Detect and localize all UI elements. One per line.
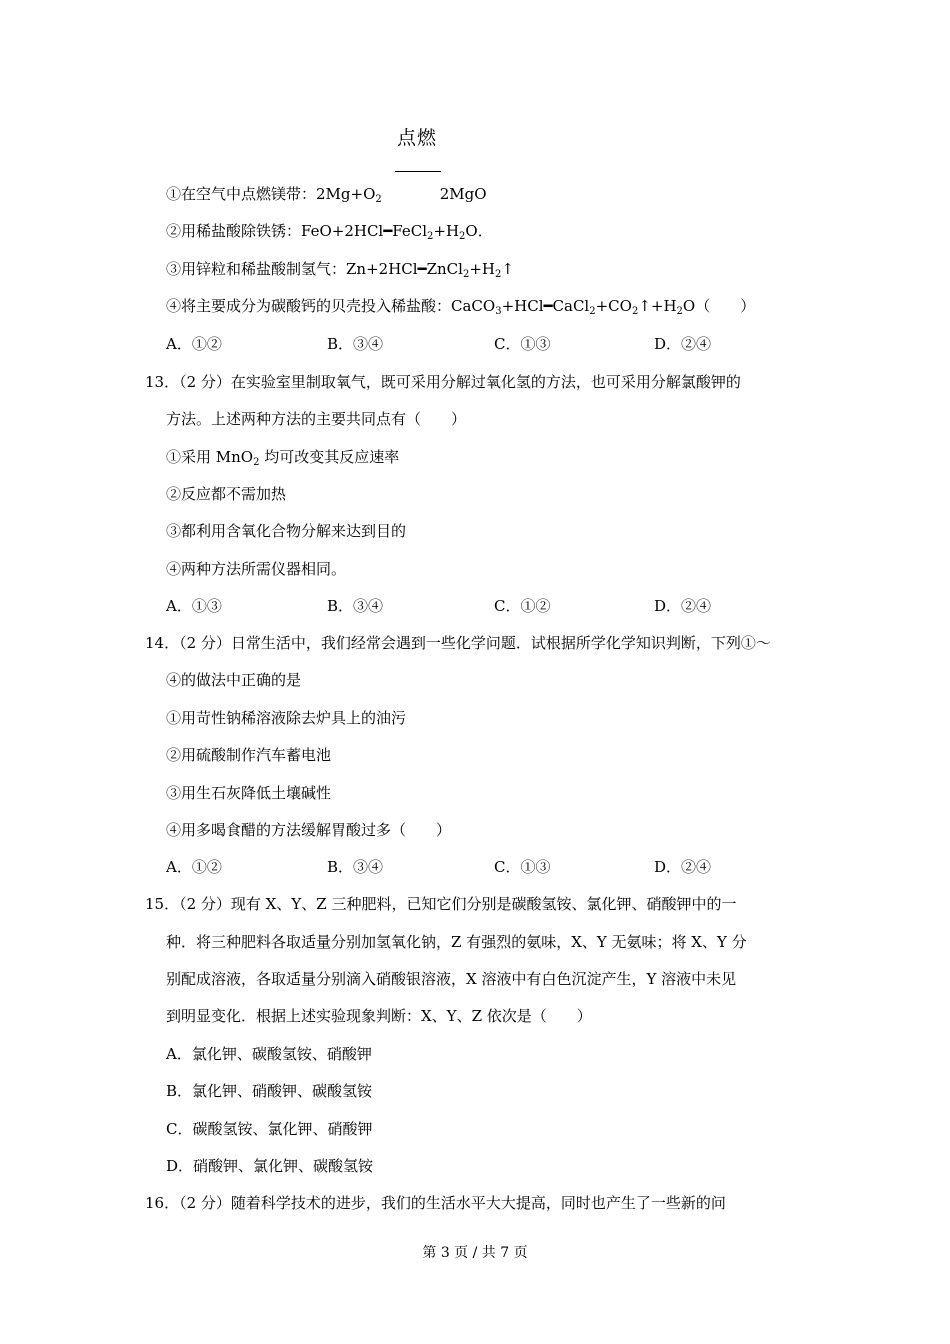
q13-stem-line-2: 方法。上述两种方法的主要共同点有（ ）: [166, 410, 467, 428]
q12-item-1: ①在空气中点燃镁带：$2Mg+O_2$ 2MgO: [166, 185, 487, 205]
q15-option-a: A．氯化钾、碳酸氢铵、硝酸钾: [166, 1045, 372, 1063]
q13-stem-line-1: 13．（2 分）在实验室里制取氧气，既可采用分解过氧化氢的方法，也可采用分解氯酸钾的: [145, 373, 741, 391]
q13-item-4: ④两种方法所需仪器相同。: [166, 560, 347, 578]
q15-option-d: D．硝酸钾、氯化钾、碳酸氢铵: [166, 1157, 374, 1175]
q13-option-a: A．①③: [166, 597, 222, 615]
q13-option-b: B．③④: [327, 597, 384, 615]
q14-option-b: B．③④: [327, 858, 384, 876]
q14-item-3: ③用生石灰降低土壤碱性: [166, 784, 332, 802]
q12-option-d: D．②④: [654, 335, 712, 353]
q15-stem-line-2: 种．将三种肥料各取适量分别加氢氧化钠，Z 有强烈的氨味，X、Y 无氨味；将 X、Y 分: [166, 933, 747, 951]
reaction-condition-bar: [395, 171, 441, 172]
q15-option-b: B．氯化钾、硝酸钾、碳酸氢铵: [166, 1082, 373, 1100]
q14-option-d: D．②④: [654, 858, 712, 876]
q15-option-c: C．碳酸氢铵、氯化钾、硝酸钾: [166, 1120, 373, 1138]
q15-stem-line-4: 到明显变化．根据上述实验现象判断：X、Y、Z 依次是（ ）: [166, 1007, 592, 1025]
q12-option-a: A．①②: [166, 335, 222, 353]
q15-stem-line-3: 别配成溶液，各取适量分别滴入硝酸银溶液，X 溶液中有白色沉淀产生，Y 溶液中未见: [166, 970, 737, 988]
reaction-condition-label: 点燃: [397, 127, 438, 149]
q13-item-2: ②反应都不需加热: [166, 485, 287, 503]
q14-item-4: ④用多喝食醋的方法缓解胃酸过多（ ）: [166, 821, 452, 839]
q14-stem-line-1: 14．（2 分）日常生活中，我们经常会遇到一些化学问题．试根据所学化学知识判断，下列①～: [145, 634, 771, 652]
q14-option-c: C．①③: [494, 858, 551, 876]
q14-stem-line-2: ④的做法中正确的是: [166, 671, 302, 689]
q14-item-1: ①用苛性钠稀溶液除去炉具上的油污: [166, 709, 407, 727]
q14-option-a: A．①②: [166, 858, 222, 876]
q13-option-d: D．②④: [654, 597, 712, 615]
q14-item-2: ②用硫酸制作汽车蓄电池: [166, 746, 332, 764]
q12-option-b: B．③④: [327, 335, 384, 353]
q12-item-4: ④将主要成分为碳酸钙的贝壳投入稀盐酸：$CaCO_3+HCl━CaCl_2+CO_2↑+H_2O$（ ）: [166, 297, 756, 317]
q12-option-c: C．①③: [494, 335, 551, 353]
q13-option-c: C．①②: [494, 597, 551, 615]
q13-item-3: ③都利用含氧化合物分解来达到目的: [166, 522, 407, 540]
q16-stem-line-1: 16．（2 分）随着科学技术的进步，我们的生活水平大大提高，同时也产生了一些新的问: [145, 1194, 726, 1212]
q12-item-2: ②用稀盐酸除铁锈：$FeO+2HCl━FeCl_2+H_2O$．: [166, 222, 493, 242]
q12-item-3: ③用锌粒和稀盐酸制氢气：$Zn+2HCl━ZnCl_2+H_2↑$: [166, 260, 514, 280]
page-number-footer: 第 3 页 / 共 7 页: [422, 1245, 528, 1261]
q13-item-1: ①采用 MnO$_2$ 均可改变其反应速率: [166, 448, 400, 468]
q15-stem-line-1: 15．（2 分）现有 X、Y、Z 三种肥料，已知它们分别是碳酸氢铵、氯化钾、硝酸钾中的一: [145, 895, 737, 913]
